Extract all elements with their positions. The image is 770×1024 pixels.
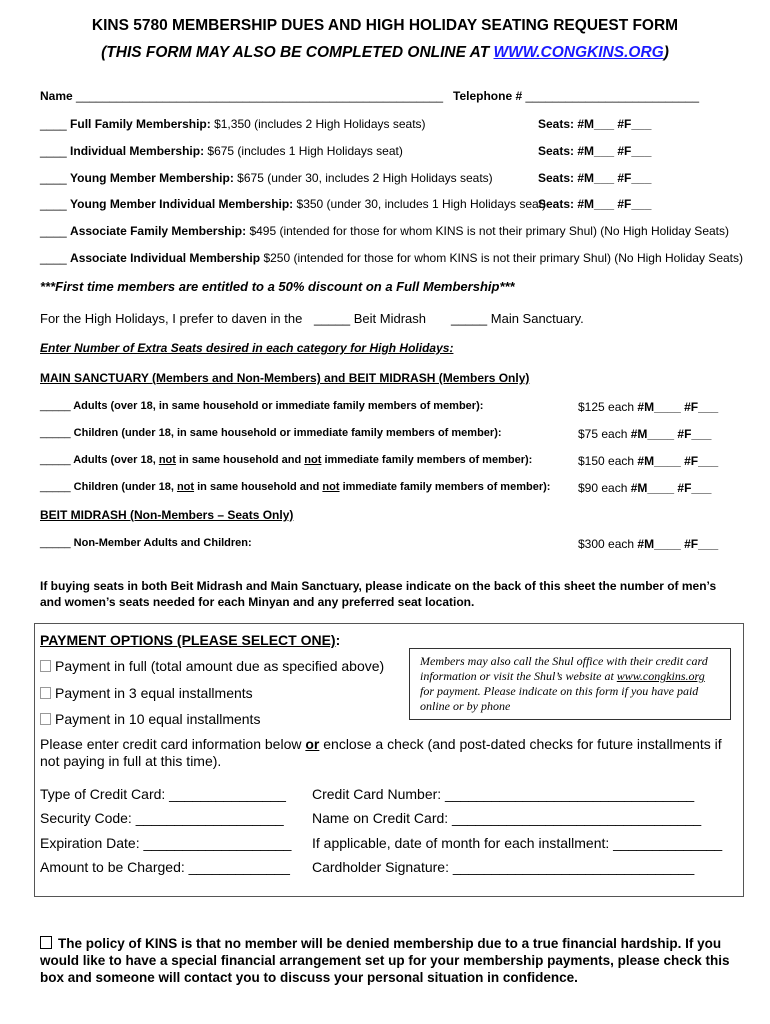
- form-title: KINS 5780 MEMBERSHIP DUES AND HIGH HOLIDAY SEATING REQUEST FORM: [91, 17, 679, 34]
- seat-price-value: $300 each: [578, 537, 635, 551]
- name-field[interactable]: _______________________________________________________: [76, 89, 444, 103]
- seat-category-emphasis: not: [322, 481, 340, 493]
- card-number-field[interactable]: Credit Card Number: ________________________________: [312, 786, 695, 802]
- seat-price-value: $90 each: [578, 481, 628, 495]
- seat-category-part: immediate family members of member):: [339, 481, 551, 493]
- payment-option-label: Payment in full (total amount due as specified above): [55, 658, 385, 674]
- note-prefix: Members may also call the Shul office with their credit card information or visit the Shul’s website at: [420, 654, 708, 683]
- seat-category-emphasis: not: [158, 454, 176, 466]
- membership-row-associate-family: [40, 224, 729, 238]
- payment-heading-text: PAYMENT OPTIONS (PLEASE SELECT ONE): [40, 632, 336, 648]
- membership-seats[interactable]: Seats: #M___ #F___: [538, 144, 652, 158]
- membership-desc: $675 (includes 1 High Holidays seat): [204, 144, 403, 158]
- membership-row-full-family: [40, 117, 426, 131]
- membership-blank[interactable]: ____: [40, 171, 67, 185]
- phone-label: Telephone #: [453, 89, 523, 103]
- hardship-note: [40, 935, 745, 986]
- installment-date-field[interactable]: If applicable, date of month for each installment: ______________: [312, 835, 723, 851]
- seat-category-part: Children (under 18,: [70, 481, 177, 493]
- hardship-text: The policy of KINS is that no member will be denied membership due to a true financial hardship. If you would like to have a special financial arrangement set up for your membership payments, please check this box and someone will contact you to discuss your personal situation in confidence.: [40, 936, 730, 985]
- membership-label: Associate Individual Membership: [70, 251, 261, 265]
- membership-label: Full Family Membership:: [70, 117, 211, 131]
- cc-or: or: [305, 736, 320, 752]
- seat-gender-fields[interactable]: #M____ #F___: [634, 454, 719, 468]
- seat-category-part: in same household and: [175, 454, 305, 466]
- extra-seat-row-adults-family: [40, 400, 483, 412]
- membership-row-individual: [40, 144, 403, 158]
- seat-price: [578, 400, 718, 414]
- seat-count-blank[interactable]: _____: [40, 427, 71, 439]
- checkbox-icon[interactable]: [40, 713, 51, 725]
- beit-midrash-heading: BEIT MIDRASH (Non-Members – Seats Only): [40, 508, 294, 522]
- main-sanctuary-heading: MAIN SANCTUARY (Members and Non-Members) and BEIT MIDRASH (Members Only): [40, 371, 530, 385]
- membership-label: Individual Membership:: [70, 144, 205, 158]
- seat-category-part: immediate family members of member):: [321, 454, 533, 466]
- note-suffix: for payment. Please indicate on this form if you have paid online or by phone: [420, 684, 699, 713]
- membership-desc: $675 (under 30, includes 2 High Holidays seats): [233, 171, 493, 185]
- seat-count-blank[interactable]: _____: [40, 537, 71, 549]
- seat-category-emphasis: not: [176, 481, 195, 493]
- note-website-link[interactable]: www.congkins.org: [616, 669, 705, 683]
- membership-row-young-individual: [40, 197, 546, 211]
- form-subtitle: [0, 44, 770, 62]
- payment-option-10-installments[interactable]: [40, 711, 260, 727]
- payment-option-label: Payment in 3 equal installments: [55, 685, 253, 701]
- payment-option-full[interactable]: [40, 658, 384, 674]
- phone-field[interactable]: __________________________: [525, 89, 699, 103]
- membership-seats[interactable]: Seats: #M___ #F___: [538, 197, 652, 211]
- membership-seats[interactable]: Seats: #M___ #F___: [538, 117, 652, 131]
- subtitle-prefix: (THIS FORM MAY ALSO BE COMPLETED ONLINE AT: [101, 44, 494, 61]
- membership-blank[interactable]: ____: [40, 197, 67, 211]
- seat-count-blank[interactable]: _____: [40, 481, 71, 493]
- payment-heading: [40, 632, 340, 648]
- seat-gender-fields[interactable]: #M____ #F___: [634, 537, 719, 551]
- seat-price-value: $150 each: [578, 454, 635, 468]
- seat-category: Adults (over 18, in same household or immediate family members of member):: [70, 400, 484, 412]
- membership-blank[interactable]: ____: [40, 224, 67, 238]
- membership-label: Young Member Individual Membership:: [70, 197, 294, 211]
- card-type-field[interactable]: Type of Credit Card: _______________: [40, 786, 286, 802]
- membership-row-young-member: [40, 171, 493, 185]
- security-code-field[interactable]: Security Code: ___________________: [40, 810, 284, 826]
- discount-note: ***First time members are entitled to a 50% discount on a Full Membership***: [40, 279, 515, 294]
- checkbox-icon[interactable]: [40, 687, 51, 699]
- membership-seats[interactable]: Seats: #M___ #F___: [538, 171, 652, 185]
- name-row: [40, 89, 443, 103]
- cc-prefix: Please enter credit card information below: [40, 736, 306, 752]
- seat-category: Non-Member Adults and Children:: [70, 537, 252, 549]
- membership-blank[interactable]: ____: [40, 251, 67, 265]
- checkbox-icon[interactable]: [40, 660, 51, 672]
- seat-gender-fields[interactable]: #M____ #F___: [634, 400, 719, 414]
- payment-heading-colon: :: [335, 632, 341, 648]
- seat-category-emphasis: not: [304, 454, 322, 466]
- extra-seat-row-children-nonfamily: [40, 481, 550, 493]
- seat-price: [578, 427, 711, 441]
- membership-blank[interactable]: ____: [40, 117, 67, 131]
- payment-option-3-installments[interactable]: [40, 685, 253, 701]
- seat-price: [578, 481, 711, 495]
- seat-count-blank[interactable]: _____: [40, 454, 71, 466]
- daven-prefix: For the High Holidays, I prefer to daven in the: [40, 311, 303, 326]
- membership-row-associate-individual: [40, 251, 743, 265]
- daven-option-main-sanctuary[interactable]: _____ Main Sanctuary.: [451, 311, 584, 326]
- membership-desc: $350 (under 30, includes 1 High Holidays seat): [293, 197, 547, 211]
- seat-category-part: Adults (over 18,: [70, 454, 159, 466]
- membership-label: Young Member Membership:: [70, 171, 234, 185]
- seat-price: [578, 454, 718, 468]
- cc-suffix: enclose a check (and post-dated checks for future installments if not paying in full at this time).: [40, 736, 722, 769]
- subtitle-suffix: ): [663, 44, 669, 61]
- website-link[interactable]: WWW.CONGKINS.ORG: [493, 44, 664, 61]
- seat-gender-fields[interactable]: #M____ #F___: [627, 427, 712, 441]
- daven-option-beit-midrash[interactable]: _____ Beit Midrash: [314, 311, 427, 326]
- both-sections-note: If buying seats in both Beit Midrash and Main Sanctuary, please indicate on the back of this sheet the number of men’s and women’s seats needed for each Minyan and any preferred seat location.: [40, 579, 717, 609]
- extra-seat-row-adults-nonfamily: [40, 454, 532, 466]
- payment-option-label: Payment in 10 equal installments: [55, 711, 261, 727]
- amount-charged-field[interactable]: Amount to be Charged: _____________: [40, 859, 290, 875]
- membership-desc: $1,350 (includes 2 High Holidays seats): [210, 117, 426, 131]
- seat-price: [578, 537, 718, 551]
- phone-row: [453, 89, 699, 103]
- extra-seat-row-children-family: [40, 427, 502, 439]
- seat-category: Children (under 18, in same household or immediate family members of member):: [70, 427, 502, 439]
- membership-blank[interactable]: ____: [40, 144, 67, 158]
- seat-price-value: $75 each: [578, 427, 628, 441]
- extra-seats-heading: Enter Number of Extra Seats desired in each category for High Holidays:: [40, 341, 454, 355]
- membership-label: Associate Family Membership:: [70, 224, 247, 238]
- cardholder-signature-field[interactable]: Cardholder Signature: _______________________________: [312, 859, 695, 875]
- membership-desc: $495 (intended for those for whom KINS is not their primary Shul) (No High Holiday Seats): [246, 224, 729, 238]
- seat-count-blank[interactable]: _____: [40, 400, 71, 412]
- extra-seat-row-non-member: [40, 537, 252, 549]
- online-payment-note: [420, 654, 720, 714]
- membership-desc: $250 (intended for those for whom KINS is not their primary Shul) (No High Holiday Seats): [260, 251, 743, 265]
- name-on-card-field[interactable]: Name on Credit Card: ________________________________: [312, 810, 702, 826]
- credit-card-instructions: [40, 736, 740, 770]
- seat-category-part: in same household and: [194, 481, 323, 493]
- seat-price-value: $125 each: [578, 400, 635, 414]
- name-label: Name: [40, 89, 73, 103]
- hardship-checkbox-icon[interactable]: [40, 936, 52, 949]
- seat-gender-fields[interactable]: #M____ #F___: [627, 481, 712, 495]
- expiration-date-field[interactable]: Expiration Date: ___________________: [40, 835, 292, 851]
